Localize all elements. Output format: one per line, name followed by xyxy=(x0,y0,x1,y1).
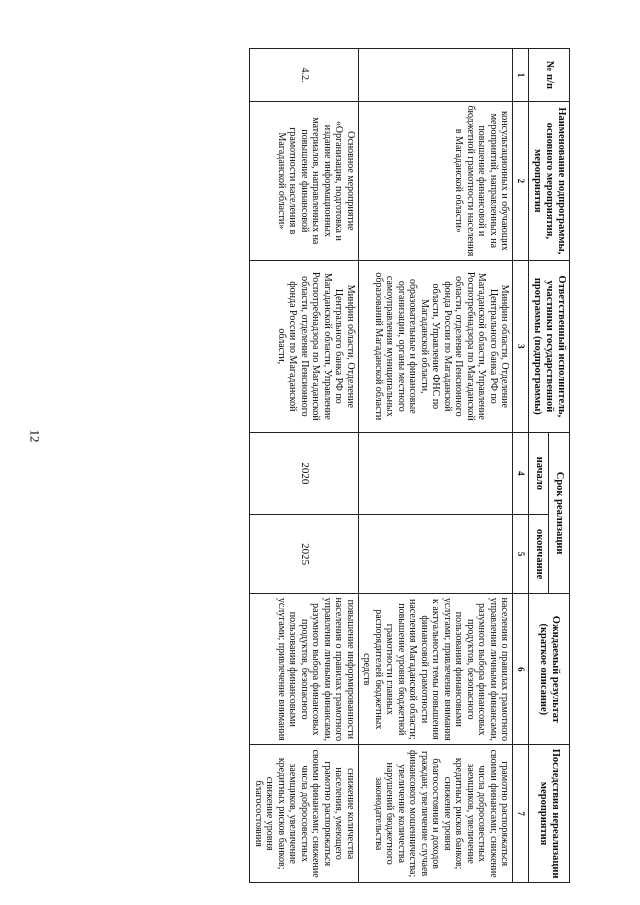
page-number: 12 xyxy=(27,429,43,443)
header-result: Ожидаемый результат (краткое описание) xyxy=(528,594,569,745)
row-start-year xyxy=(358,432,513,514)
row-end-year: 2025 xyxy=(250,514,359,593)
column-number: 1 xyxy=(513,49,528,102)
row-expected-result: повышение информированности населения о правилах грамотного управления личными финансами, разумного выбора финансовых продуктов, безопасного пользования финансовыми услугами; привлечение внимания xyxy=(250,594,359,745)
row-number: 4.2. xyxy=(250,49,359,102)
row-start-year: 2020 xyxy=(250,432,359,514)
row-end-year xyxy=(358,514,513,593)
row-responsible: Минфин области, Отделение Центрального банка РФ по Магаданской области, Управление Роспотребнадзора по Магаданской области, отделение Пенсионного фонда России по Магаданской области, Управление ФНС по Магаданской области, образовательные и финансовые организации, органы местного самоуправления муниципальных образований Магаданской области xyxy=(358,260,513,432)
table-row xyxy=(358,49,513,883)
header-start: начало xyxy=(528,432,549,514)
column-number: 2 xyxy=(513,101,528,260)
header-num: № п/п xyxy=(528,49,569,102)
row-consequences: грамотно распоряжаться своими финансами; снижение числа добросовестных заемщиков, увеличение кредитных рисков банков; снижение уровня благосостояния и доходов граждан; увеличение случаев финансового мошенничества; увеличение количества нарушений бюджетного законодательства xyxy=(358,745,513,883)
column-numbers-row xyxy=(513,49,528,883)
row-expected-result: населения о правилах грамотного управления личными финансами, разумного выбора финансовых продуктов, безопасного пользования финансовыми услугами; привлечение внимания к актуальности темы повышения финансовой грамотности населения Магаданской области; повышение уровня бюджетной грамотности главных распорядителей бюджетных средств xyxy=(358,594,513,745)
column-number: 5 xyxy=(513,514,528,593)
row-activity-name: Основное мероприятие «Организация, подготовка и издание информационных материалов, направленных на повышение финансовой грамотности населения в Магаданской области» xyxy=(250,101,359,260)
header-consequences: Последствия нереализации мероприятия xyxy=(528,745,569,883)
rotated-table-container xyxy=(50,48,570,883)
row-consequences: снижение количества населения, умеющего грамотно распоряжаться своими финансами; снижение числа добросовестных заемщиков, увеличение кредитных рисков банков; снижение уровня благосостояния xyxy=(250,745,359,883)
row-number xyxy=(358,49,513,102)
row-responsible: Минфин области, Отделение Центрального банка РФ по Магаданской области, Управление Роспотребнадзора по Магаданской области, отделение Пенсионного фонда России по Магаданской области, xyxy=(250,260,359,432)
column-number: 7 xyxy=(513,745,528,883)
header-responsible: Ответственный исполнитель, участники государственной программы (подпрограммы) xyxy=(528,260,569,432)
row-activity-name: консультационных и обучающих мероприятий, направленных на повышение финансовой и бюджетной грамотности населения в Магаданской области» xyxy=(358,101,513,260)
column-number: 3 xyxy=(513,260,528,432)
header-period: Срок реализации xyxy=(549,432,570,593)
table-row xyxy=(250,49,359,883)
column-number: 4 xyxy=(513,432,528,514)
column-number: 6 xyxy=(513,594,528,745)
header-name: Наименование подпрограммы, основного мероприятия, мероприятия xyxy=(528,101,569,260)
program-activities-table xyxy=(249,48,570,883)
header-end: окончание xyxy=(528,514,549,593)
